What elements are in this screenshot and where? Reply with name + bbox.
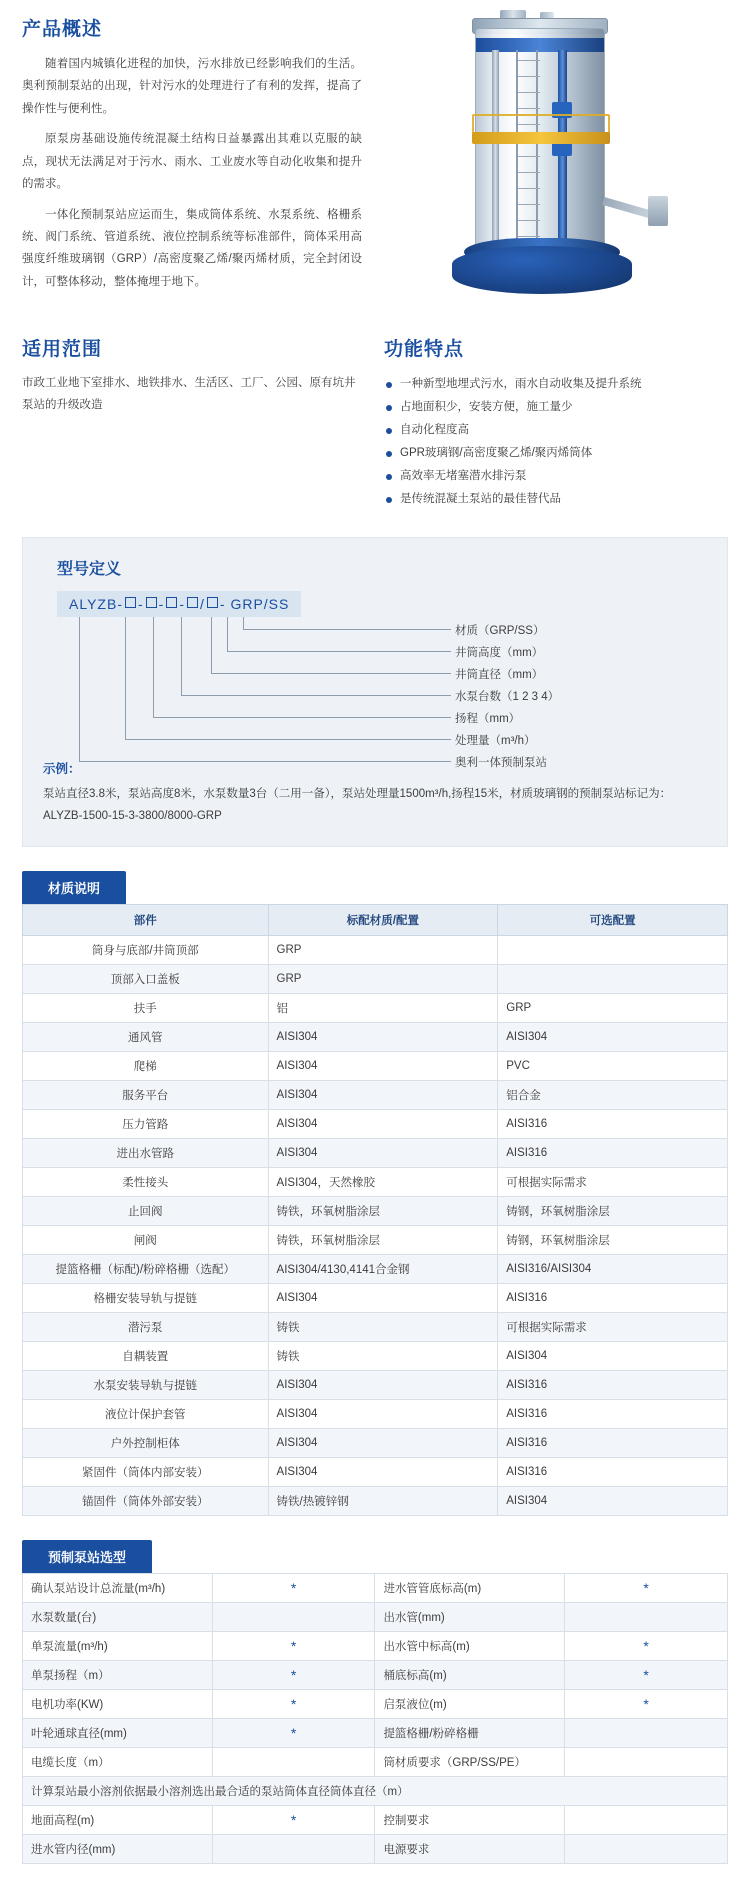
- selection-right-label: 提篮格栅/粉碎格栅: [375, 1718, 565, 1747]
- table-row: [23, 1660, 728, 1689]
- table-cell: AISI304: [268, 1457, 498, 1486]
- table-cell: AISI316/AISI304: [498, 1254, 728, 1283]
- table-cell: 止回阀: [23, 1196, 269, 1225]
- pump-ladder: [516, 50, 538, 250]
- scope-text: 市政工业地下室排水、地铁排水、生活区、工厂、公园、原有坑井泵站的升级改造: [22, 377, 356, 411]
- table-cell: AISI304: [268, 1428, 498, 1457]
- table-cell: GRP: [498, 993, 728, 1022]
- selection-left-label: 水泵数量(台): [23, 1602, 213, 1631]
- table-cell: 水泵安装导轨与提链: [23, 1370, 269, 1399]
- selection-right-label: 出水管(mm): [375, 1602, 565, 1631]
- material-table-title: 材质说明: [22, 871, 126, 904]
- list-item: 占地面积少，安装方便，施工量少: [384, 396, 728, 419]
- selection-right-label: 启泵液位(m): [375, 1689, 565, 1718]
- table-cell: 扶手: [23, 993, 269, 1022]
- selection-left-required-marker: *: [212, 1718, 375, 1747]
- selection-right-label: 控制要求: [375, 1805, 565, 1834]
- table-cell: 压力管路: [23, 1109, 269, 1138]
- model-slot-box: [207, 597, 218, 608]
- model-slot-box: [146, 597, 157, 608]
- table-cell: 铝: [268, 993, 498, 1022]
- table-cell: 潜污泵: [23, 1312, 269, 1341]
- model-definition-title: 型号定义: [57, 561, 122, 578]
- table-row: [23, 1312, 728, 1341]
- table-row: [23, 1370, 728, 1399]
- overview-paragraph-3: 一体化预制泵站应运而生，集成筒体系统、水泵系统、格栅系统、阀门系统、管道系统、液位控制系统等标准部件，筒体采用高强度纤维玻璃钢（GRP）/高密度聚乙烯/聚丙烯材质，完全封闭设计，可整体移动，整体掩埋于地下。: [22, 208, 362, 288]
- table-cell: AISI304: [498, 1341, 728, 1370]
- selection-left-label: 电机功率(KW): [23, 1689, 213, 1718]
- table-row: [23, 1428, 728, 1457]
- product-image: [362, 10, 728, 320]
- table-cell: 柔性接头: [23, 1167, 269, 1196]
- table-cell: AISI316: [498, 1428, 728, 1457]
- table-row: [23, 1457, 728, 1486]
- table-row: [23, 1399, 728, 1428]
- table-cell: 铸钢，环氧树脂涂层: [498, 1196, 728, 1225]
- table-row: [23, 1718, 728, 1747]
- selection-left-label: 电缆长度（m）: [23, 1747, 213, 1776]
- list-item: 自动化程度高: [384, 419, 728, 442]
- example-title: 示例：: [43, 762, 81, 776]
- table-cell: 铸钢，环氧树脂涂层: [498, 1225, 728, 1254]
- overview-paragraph-1: 随着国内城镇化进程的加快，污水排放已经影响我们的生活。奥利预制泵站的出现，针对污水的处理进行了有利的发挥，提高了操作性与便利性。: [22, 58, 362, 115]
- table-row: [23, 1805, 728, 1834]
- selection-right-label: 电源要求: [375, 1834, 565, 1863]
- table-cell: 锚固件（筒体外部安装）: [23, 1486, 269, 1515]
- table-cell: 铝合金: [498, 1080, 728, 1109]
- table-cell: 户外控制柜体: [23, 1428, 269, 1457]
- table-cell: GRP: [268, 964, 498, 993]
- table-row: [23, 964, 728, 993]
- pump-platform-rail: [472, 114, 610, 134]
- model-slot-box: [125, 597, 136, 608]
- table-row: [23, 1167, 728, 1196]
- column-header-optional: 可选配置: [498, 904, 728, 935]
- scope-title: 适用范围: [22, 339, 103, 360]
- selection-left-required-marker: [212, 1602, 375, 1631]
- list-item: 是传统混凝土泵站的最佳替代品: [384, 488, 728, 511]
- table-cell: AISI304: [498, 1486, 728, 1515]
- features-title: 功能特点: [384, 339, 465, 360]
- leader-label: 扬程（mm）: [455, 713, 521, 725]
- selection-right-label: 出水管中标高(m): [375, 1631, 565, 1660]
- model-slot-box: [187, 597, 198, 608]
- model-leader-lines: [57, 617, 707, 769]
- selection-right-required-marker: *: [565, 1689, 728, 1718]
- table-row: [23, 1283, 728, 1312]
- table-cell: 闸阀: [23, 1225, 269, 1254]
- selection-left-label: 进水管内径(mm): [23, 1834, 213, 1863]
- table-cell: AISI316: [498, 1109, 728, 1138]
- selection-left-required-marker: *: [212, 1660, 375, 1689]
- table-cell: [498, 964, 728, 993]
- table-cell: AISI304: [268, 1022, 498, 1051]
- table-cell: AISI304: [268, 1051, 498, 1080]
- table-cell: AISI304: [268, 1138, 498, 1167]
- table-cell: GRP: [268, 935, 498, 964]
- table-cell: AISI316: [498, 1138, 728, 1167]
- table-row: [23, 1834, 728, 1863]
- list-item: GPR玻璃钢/高密度聚乙烯/聚丙烯筒体: [384, 442, 728, 465]
- selection-table-title: 预制泵站选型: [22, 1540, 152, 1573]
- leader-label: 井筒直径（mm）: [455, 669, 544, 681]
- table-cell: AISI304: [498, 1022, 728, 1051]
- model-code-display: ALYZB- - - - / - GRP/SS: [57, 591, 301, 617]
- table-row: [23, 935, 728, 964]
- table-cell: AISI304: [268, 1080, 498, 1109]
- table-cell: AISI316: [498, 1399, 728, 1428]
- example-text: 泵站直径3.8米，泵站高度8米，水泵数量3台（二用一备），泵站处理量1500m³/h,扬程15米，材质玻璃钢的预制泵站标记为：ALYZB-1500-15-3-3800/8000-GRP: [43, 788, 672, 823]
- selection-left-label: 叶轮通球直径(mm): [23, 1718, 213, 1747]
- table-cell: 提篮格栅（标配)/粉碎格栅（选配）: [23, 1254, 269, 1283]
- table-row: [23, 1196, 728, 1225]
- model-definition-panel: [22, 537, 728, 847]
- model-code-prefix: ALYZB-: [69, 596, 123, 612]
- table-row: [23, 1051, 728, 1080]
- pump-station-illustration: [380, 10, 710, 310]
- table-row: [23, 1689, 728, 1718]
- pump-internal-pipe-grey: [492, 50, 499, 246]
- table-cell: 顶部入口盖板: [23, 964, 269, 993]
- list-item: 一种新型地埋式污水，雨水自动收集及提升系统: [384, 373, 728, 396]
- overview-paragraph-2: 原泵房基础设施传统混凝土结构日益暴露出其难以克服的缺点，现状无法满足对于污水、雨水、工业废水等自动化收集和提升的需求。: [22, 133, 362, 191]
- table-cell: 自耦装置: [23, 1341, 269, 1370]
- table-row: [23, 1080, 728, 1109]
- model-slot-box: [166, 597, 177, 608]
- table-row: [23, 1341, 728, 1370]
- selection-left-label: 地面高程(m): [23, 1805, 213, 1834]
- pump-valve-lower: [552, 142, 572, 156]
- selection-left-required-marker: *: [212, 1573, 375, 1602]
- table-cell: 铸铁，环氧树脂涂层: [268, 1196, 498, 1225]
- table-cell: AISI304: [268, 1399, 498, 1428]
- scope-column: [22, 334, 358, 511]
- table-cell: 格栅安装导轨与提链: [23, 1283, 269, 1312]
- material-table: [22, 904, 728, 1516]
- leader-label: 井筒高度（mm）: [455, 647, 544, 659]
- selection-left-label: 确认泵站设计总流量(m³/h): [23, 1573, 213, 1602]
- selection-right-label: 桶底标高(m): [375, 1660, 565, 1689]
- table-cell: 进出水管路: [23, 1138, 269, 1167]
- page-title: 产品概述: [22, 19, 103, 40]
- table-cell: 服务平台: [23, 1080, 269, 1109]
- table-cell: 紧固件（筒体内部安装）: [23, 1457, 269, 1486]
- pump-outlet-flange: [648, 196, 668, 226]
- overview-section: [0, 0, 750, 320]
- selection-right-required-marker: [565, 1805, 728, 1834]
- selection-right-label: 筒材质要求（GRP/SS/PE）: [375, 1747, 565, 1776]
- selection-right-required-marker: *: [565, 1573, 728, 1602]
- leader-label: 奥利一体预制泵站: [455, 757, 547, 769]
- table-cell: 铸铁，环氧树脂涂层: [268, 1225, 498, 1254]
- column-header-standard: 标配材质/配置: [268, 904, 498, 935]
- table-cell: AISI304: [268, 1109, 498, 1138]
- selection-left-label: 单泵扬程（m）: [23, 1660, 213, 1689]
- table-cell: 铸铁: [268, 1312, 498, 1341]
- column-header-part: 部件: [23, 904, 269, 935]
- model-code-suffix: - GRP/SS: [219, 596, 290, 612]
- selection-right-required-marker: *: [565, 1660, 728, 1689]
- selection-left-required-marker: *: [212, 1805, 375, 1834]
- leader-label: 水泵台数（1 2 3 4）: [455, 691, 560, 703]
- selection-left-required-marker: [212, 1747, 375, 1776]
- table-cell: [498, 935, 728, 964]
- table-cell: AISI316: [498, 1370, 728, 1399]
- selection-table: [22, 1573, 728, 1864]
- selection-right-label: 进水管管底标高(m): [375, 1573, 565, 1602]
- table-cell: 可根据实际需求: [498, 1167, 728, 1196]
- table-row: [23, 1486, 728, 1515]
- table-row: [23, 1138, 728, 1167]
- table-cell: 铸铁: [268, 1341, 498, 1370]
- selection-left-required-marker: *: [212, 1631, 375, 1660]
- table-row: [23, 1254, 728, 1283]
- selection-left-label: 单泵流量(m³/h): [23, 1631, 213, 1660]
- selection-left-required-marker: [212, 1834, 375, 1863]
- table-row: [23, 1602, 728, 1631]
- table-cell: AISI304，天然橡胶: [268, 1167, 498, 1196]
- table-header-row: [23, 904, 728, 935]
- pump-service-platform: [472, 132, 610, 144]
- table-row: [23, 1631, 728, 1660]
- leader-label: 材质（GRP/SS）: [455, 625, 545, 637]
- selection-right-required-marker: [565, 1747, 728, 1776]
- features-column: [358, 334, 728, 511]
- table-cell: 液位计保护套管: [23, 1399, 269, 1428]
- pump-base: [452, 246, 632, 294]
- scope-features-section: [0, 320, 750, 511]
- table-cell: AISI304: [268, 1283, 498, 1312]
- table-cell: 爬梯: [23, 1051, 269, 1080]
- selection-right-required-marker: [565, 1602, 728, 1631]
- table-cell: 通风管: [23, 1022, 269, 1051]
- table-row: [23, 1225, 728, 1254]
- table-row: [23, 993, 728, 1022]
- table-cell-fullwidth: 计算泵站最小溶剂依据最小溶剂选出最合适的泵站筒体直径筒体直径（m）: [23, 1776, 728, 1805]
- table-cell: 铸铁/热镀锌钢: [268, 1486, 498, 1515]
- selection-right-required-marker: *: [565, 1631, 728, 1660]
- table-row: [23, 1109, 728, 1138]
- selection-right-required-marker: [565, 1718, 728, 1747]
- table-cell: AISI304/4130,4141合金钢: [268, 1254, 498, 1283]
- table-row: [23, 1573, 728, 1602]
- table-cell: 可根据实际需求: [498, 1312, 728, 1341]
- selection-right-required-marker: [565, 1834, 728, 1863]
- table-cell: AISI316: [498, 1457, 728, 1486]
- table-row: [23, 1022, 728, 1051]
- leader-label: 处理量（m³/h）: [455, 735, 536, 747]
- features-list: [384, 373, 728, 511]
- selection-left-required-marker: *: [212, 1689, 375, 1718]
- table-cell: AISI316: [498, 1283, 728, 1312]
- list-item: 高效率无堵塞潜水排污泵: [384, 465, 728, 488]
- table-cell: AISI304: [268, 1370, 498, 1399]
- table-row: [23, 1776, 728, 1805]
- table-cell: PVC: [498, 1051, 728, 1080]
- overview-text-column: [22, 10, 362, 320]
- table-cell: 筒身与底部/井筒顶部: [23, 935, 269, 964]
- table-row: [23, 1747, 728, 1776]
